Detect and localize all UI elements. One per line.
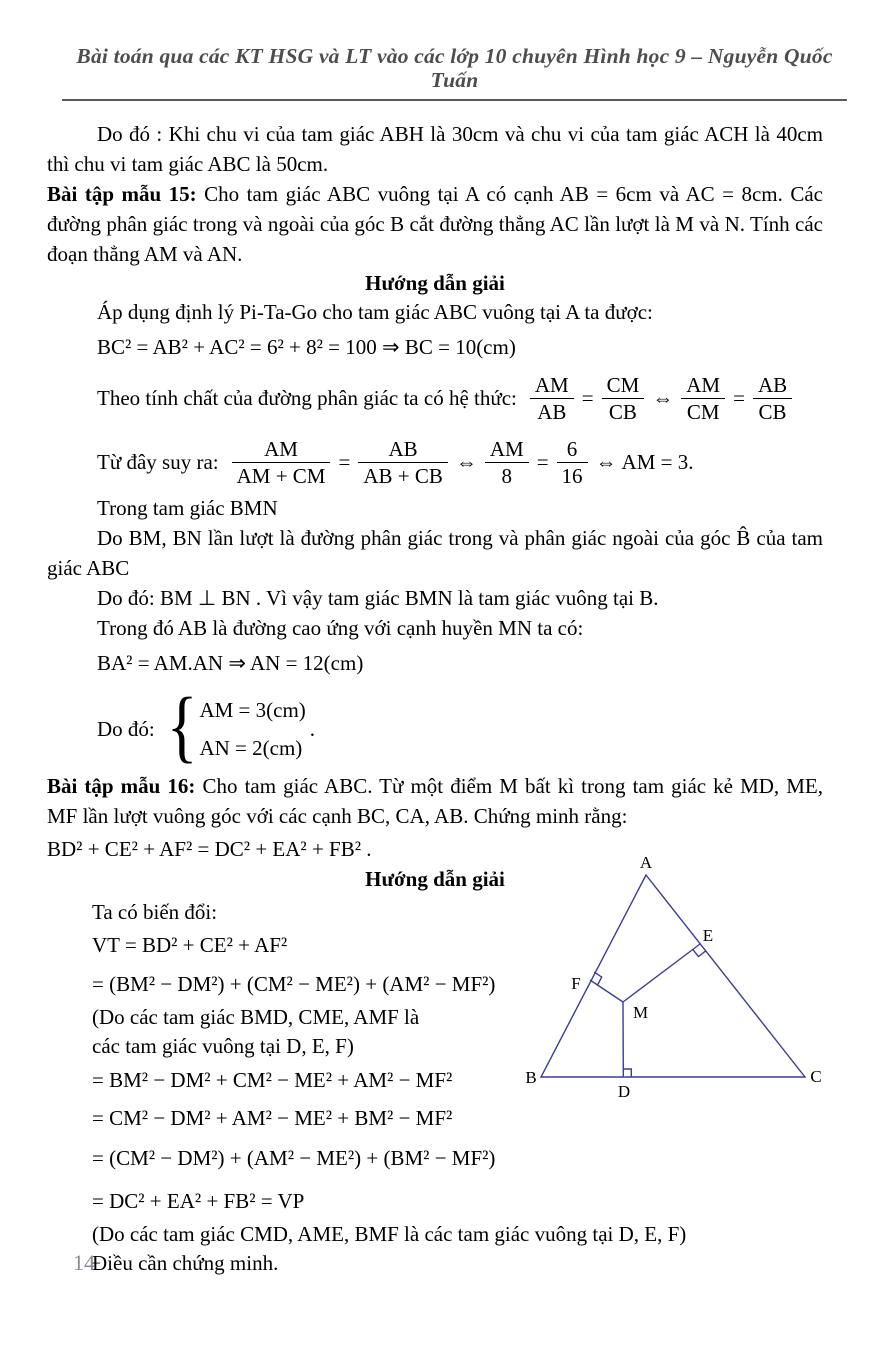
- derivation-line: = CM² − DM² + AM² − ME² + BM² − MF²: [92, 1106, 453, 1130]
- equation-am-derivation: [97, 431, 823, 493]
- paragraph-intro: Do đó : Khi chu vi của tam giác ABH là 30cm và chu vi của tam giác ACH là 40cm thì chu vi tam giác ABC là 50cm.: [47, 122, 823, 176]
- solution15-line6: Do đó: BM ⊥ BN . Vì vậy tam giác BMN là tam giác vuông tại B.: [97, 586, 659, 610]
- iff-sign: ⇔: [595, 449, 617, 474]
- fraction: $\frac{AB}{AB + CB}$: [358, 436, 448, 489]
- equals-sign: =: [536, 449, 549, 474]
- problem15-label: Bài tập mẫu 15:: [47, 182, 197, 206]
- derivation-line: VT = BD² + CE² + AF²: [92, 933, 288, 957]
- system-cases: [199, 691, 305, 767]
- equation-label: Theo tính chất của đường phân giác ta có hệ thức:: [97, 385, 517, 410]
- case-2: AN = 2(cm): [199, 736, 303, 760]
- solution16-heading: Hướng dẫn giải: [365, 867, 505, 891]
- fraction: $\frac{AM}{CM}$: [681, 372, 725, 425]
- fraction: $\frac{AM}{AB}$: [530, 372, 574, 425]
- derivation-line: = (BM² − DM²) + (CM² − ME²) + (AM² − MF²): [92, 972, 496, 996]
- problem16-text: Cho tam giác ABC. Từ một điểm M bất kì trong tam giác kẻ MD, ME, MF lần lượt vuông góc với các cạnh BC, CA, AB. Chứng minh rằng:: [47, 774, 823, 828]
- equation-altitude: BA² = AM.AN ⇒ AN = 12(cm): [97, 651, 364, 675]
- solution15-line7: Trong đó AB là đường cao ứng với cạnh huyền MN ta có:: [97, 616, 584, 640]
- derivation-line: các tam giác vuông tại D, E, F): [92, 1034, 354, 1058]
- equals-sign: =: [733, 385, 745, 410]
- curly-brace: {: [166, 681, 198, 770]
- case-1: AM = 3(cm): [199, 698, 306, 722]
- fraction: $\frac{6}{16}$: [557, 436, 588, 489]
- solution15-line5: Do BM, BN lần lượt là đường phân giác trong và phân giác ngoài của góc B̂ của tam giác ABC: [47, 526, 823, 580]
- right-angle-mark-d: [623, 1069, 631, 1077]
- label-c: C: [810, 1067, 822, 1086]
- solution15-line4: Trong tam giác BMN: [97, 496, 278, 520]
- label-m: M: [633, 1003, 649, 1022]
- segment-mf: [590, 980, 623, 1002]
- segment-me: [623, 944, 700, 1002]
- derivation-line: = (CM² − DM²) + (AM² − ME²) + (BM² − MF²): [92, 1146, 496, 1170]
- fraction: $\frac{AB}{CB}$: [753, 372, 792, 425]
- label-f: F: [571, 974, 581, 993]
- triangle-diagram: [520, 852, 889, 1104]
- page-header: [62, 44, 847, 101]
- label-d: D: [617, 1082, 631, 1101]
- iff-sign: ⇔: [455, 449, 477, 474]
- derivation-block: [92, 897, 592, 1218]
- vertex-labels: [525, 853, 821, 1101]
- header-title: Bài toán qua các KT HSG và LT vào các lớp 10 chuyên Hình học 9 – Nguyễn Quốc Tuấn: [76, 44, 833, 92]
- derivation-line: = BM² − DM² + CM² − ME² + AM² − MF²: [92, 1068, 453, 1092]
- equation-bisector-ratio: [97, 367, 823, 429]
- system-period: .: [309, 716, 316, 741]
- equals-sign: =: [581, 385, 594, 410]
- problem15-text: Cho tam giác ABC vuông tại A có cạnh AB = 6cm và AC = 8cm. Các đường phân giác trong và ngoài của góc B cắt đường thẳng AC lần lượt là M và N. Tính các đoạn thẳng AM và AN.: [47, 182, 824, 266]
- conclusion-line: Điều cần chứng minh.: [92, 1251, 279, 1275]
- problem16-statement: [47, 771, 823, 831]
- equation-label: Từ đây suy ra:: [97, 449, 219, 474]
- derivation-line: (Do các tam giác CMD, AME, BMF là các tam giác vuông tại D, E, F): [92, 1222, 687, 1246]
- problem15-statement: [47, 179, 823, 269]
- fraction: $\frac{AM}{AM + CM}$: [232, 436, 331, 489]
- equation-result: AM = 3.: [621, 449, 694, 474]
- derivation-line: (Do các tam giác BMD, CME, AMF là: [92, 1005, 420, 1029]
- derivation-line: = DC² + EA² + FB² = VP: [92, 1189, 305, 1213]
- fraction: $\frac{AM}{8}$: [485, 436, 529, 489]
- equation-system: [97, 681, 823, 771]
- iff-sign: ⇔: [652, 385, 674, 410]
- label-b: B: [525, 1068, 537, 1087]
- system-label: Do đó:: [97, 716, 155, 741]
- right-angle-mark-e: [693, 949, 706, 956]
- equation-pythagoras: BC² = AB² + AC² = 6² + 8² = 100 ⇒ BC = 10(cm): [97, 335, 516, 359]
- solution15-line1: Áp dụng định lý Pi-Ta-Go cho tam giác ABC vuông tại A ta được:: [97, 300, 653, 324]
- equation-to-prove: BD² + CE² + AF² = DC² + EA² + FB² .: [47, 837, 372, 861]
- label-a: A: [639, 853, 653, 872]
- solution15-heading: Hướng dẫn giải: [365, 271, 505, 295]
- fraction: $\frac{CM}{CB}$: [602, 372, 645, 425]
- problem16-label: Bài tập mẫu 16:: [47, 774, 196, 798]
- derivation-line: Ta có biến đổi:: [92, 900, 218, 924]
- page-number: 14: [73, 1250, 95, 1275]
- label-e: E: [702, 926, 714, 945]
- equals-sign: =: [338, 449, 351, 474]
